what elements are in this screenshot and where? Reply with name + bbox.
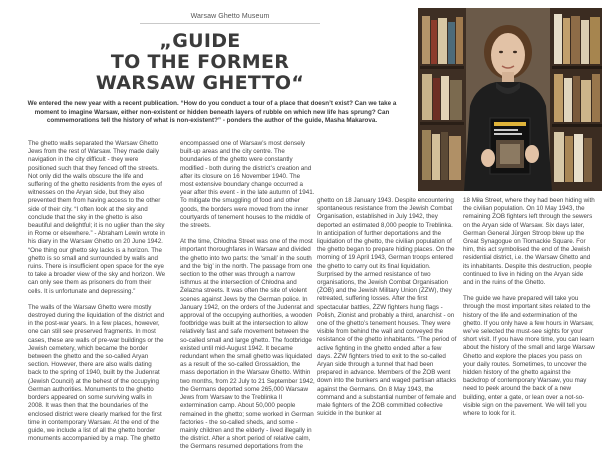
article-title (30, 31, 370, 94)
title-line-3: WARSAW GHETTO“ (95, 72, 305, 94)
text-column-4 (463, 197, 595, 426)
header-rule (140, 23, 320, 24)
text-column-1 (28, 140, 166, 451)
col1-paragraph-2: The walls of the Warsaw Ghetto were mostly destroyed during the liquidation of the district and in the post-war years. In a few places, however, one can still see preserved fragments. In most cases, these are walls of pre-war buildings or the Jewish cemetery, which became the border between the ghetto and the so-called Aryan section. However, there are also walls dating back to the spring of 1940, built by the Judenrat (Jewish Council) at the behest of the occupying German authorities. Monuments to the ghetto borders appeared on some surviving walls in 2008. It was then that the boundaries of the enclosed district were clearly marked for the first time in contemporary Warsaw. At the end of the guide, we include a list of all the ghetto border monuments accompanied by a map. The ghetto (28, 303, 165, 443)
col3-paragraph-1: ghetto on 18 January 1943. Despite encountering spontaneous resistance from the Jewish Combat Organisation, established in July 1942, they deported an estimated 8,000 people to Treblinka. In anticipation of further deportations and the liquidation of the ghetto, the civilian population of the ghetto began to prepare hiding places. On the morning of 19 April 1943, German troops entered the ghetto to carry out its final liquidation. Surprised by the armed resistance of two organisations, the Jewish Combat Organisation (ŻOB) and the Jewish Military Union (ŻZW), they retreated, suffering losses. After the first spectacular battles, ŻZW fighters hung flags - Polish, Zionist and probably a third, anarchist - on one of the ghetto’s tenement houses. They were visible from behind the wall and conveyed the resistance of the ghetto inhabitants. “The period of active fighting in the ghetto ended after a few days. ŻZW fighters tried to exit to the so-called Aryan side through a tunnel that had been prepared in advance. Members of the ŻOB went down into the bunkers and waged partisan attacks against the Germans. On 8 May 1943, the command and a substantial number of female and male fighters of the ŻOB committed collective suicide in the bunker at (317, 197, 457, 418)
author-photo (418, 8, 602, 191)
title-line-1: „GUIDE (159, 30, 241, 52)
col2-paragraph-1: encompassed one of Warsaw’s most densely built-up areas and the city centre. The boundaries of the ghetto were constantly modified - both during the district’s creation and after its closure on 16 November 1940. The most extensive boundary change occurred a year after this event - in the late autumn of 1941. To mitigate the smuggling of food and other goods, the borders were moved from the inner courtyards of tenement houses to the middle of the streets. (180, 140, 315, 230)
photo-illustration (418, 8, 602, 191)
title-line-2: TO THE FORMER (110, 51, 290, 73)
col2-paragraph-2: At the time, Chłodna Street was one of the most important thoroughfares in Warsaw and divided the ghetto into two parts: the ‘small’ in the south and the ‘big’ in the north. The passage from one section to the other was through a narrow isthmus at the intersection of Chłodna and Żelazna streets. It was often the site of violent scenes against Jews by the German police. In January 1942, on the orders of the Judenrat and approval of the occupying authorities, a wooden footbridge was built at the intersection to allow relatively fast and safe movement between the so-called small and large ghetto. The footbridge existed until mid-August 1942. It became redundant when the small ghetto was liquidated as a result of the so-called Grossaktion, the mass deportation in the Warsaw Ghetto. Within two months, from 22 July to 21 September 1942, the Germans deported some 265,000 Warsaw Jews from Warsaw to the Treblinka II extermination camp. About 50,000 people remained in the ghetto; some worked in German factories - the so-called sheds, and some - mainly children and the elderly - lived illegally in the district. After a short period of relative calm, the Germans resumed deportations from the (180, 238, 315, 451)
text-column-2 (180, 140, 315, 460)
text-column-3 (317, 197, 457, 426)
col1-paragraph-1: The ghetto walls separated the Warsaw Ghetto Jews from the rest of Warsaw. They made daily navigation in the city difficult - they were positioned such that they fenced off the streets. Not only did the walls obscure the life and suffering of the ghetto residents from the eyes of witnesses on the Aryan side, but they also prevented them from having access to the other side of their city. “I often look at the sky and conclude that the sky in the ghetto is also beautiful and delightful; it is no uglier than the sky in Rome or elsewhere.” - Abraham Lewin wrote in his diary in the Warsaw Ghetto on 20 June 1942. “One thing our ghetto sky lacks is a horizon. The ghetto is so small and surrounded by walls and ruins. There is insufficient open space for the eye to take a broader view of the sky and horizon. We can only see them as prisoners do from their cells. It is unfortunate and depressing.” (28, 140, 166, 295)
col4-paragraph-1: 18 Miła Street, where they had been hiding with the civilian population. On 10 May 1943, the remaining ŻOB fighters left through the sewers on the Aryan side of Warsaw. Six days later, German General Jürgen Stroop blew up the Great Synagogue on Tłomackie Square. For him, this act symbolised the end of the Jewish residential district, i.e. the Warsaw Ghetto and its inhabitants. Despite this destruction, people continued to live in hiding on the Aryan side and in the ruins of the Ghetto. (463, 197, 595, 287)
lead-paragraph: We entered the new year with a recent publication. “How do you conduct a tour of a place that doesn’t exist? Can we take a moment to imagine Warsaw, either non-existent or hidden beneath layers of rubble on which new life has sprung? Can commemorations tell the history of what is non-existent?” - ponders the author of the guide, Masha Makarova. (27, 100, 397, 125)
running-header: Warsaw Ghetto Museum (190, 13, 270, 20)
col4-paragraph-2: The guide we have prepared will take you through the most important sites related to the history of the life and extermination of the ghetto. If you only have a few hours in Warsaw, we’ve selected the must-see sights for your short visit. If you have more time, you can learn about the history of the small and large Warsaw Ghetto and explore the places you pass on your daily routes. Sometimes, to uncover the hidden history of the ghetto against the backdrop of contemporary Warsaw, you may need to peek around the back of a new building, enter a gate, or lean over a not-so-visible sign on the pavement. We will tell you where to look for it. (463, 295, 595, 418)
